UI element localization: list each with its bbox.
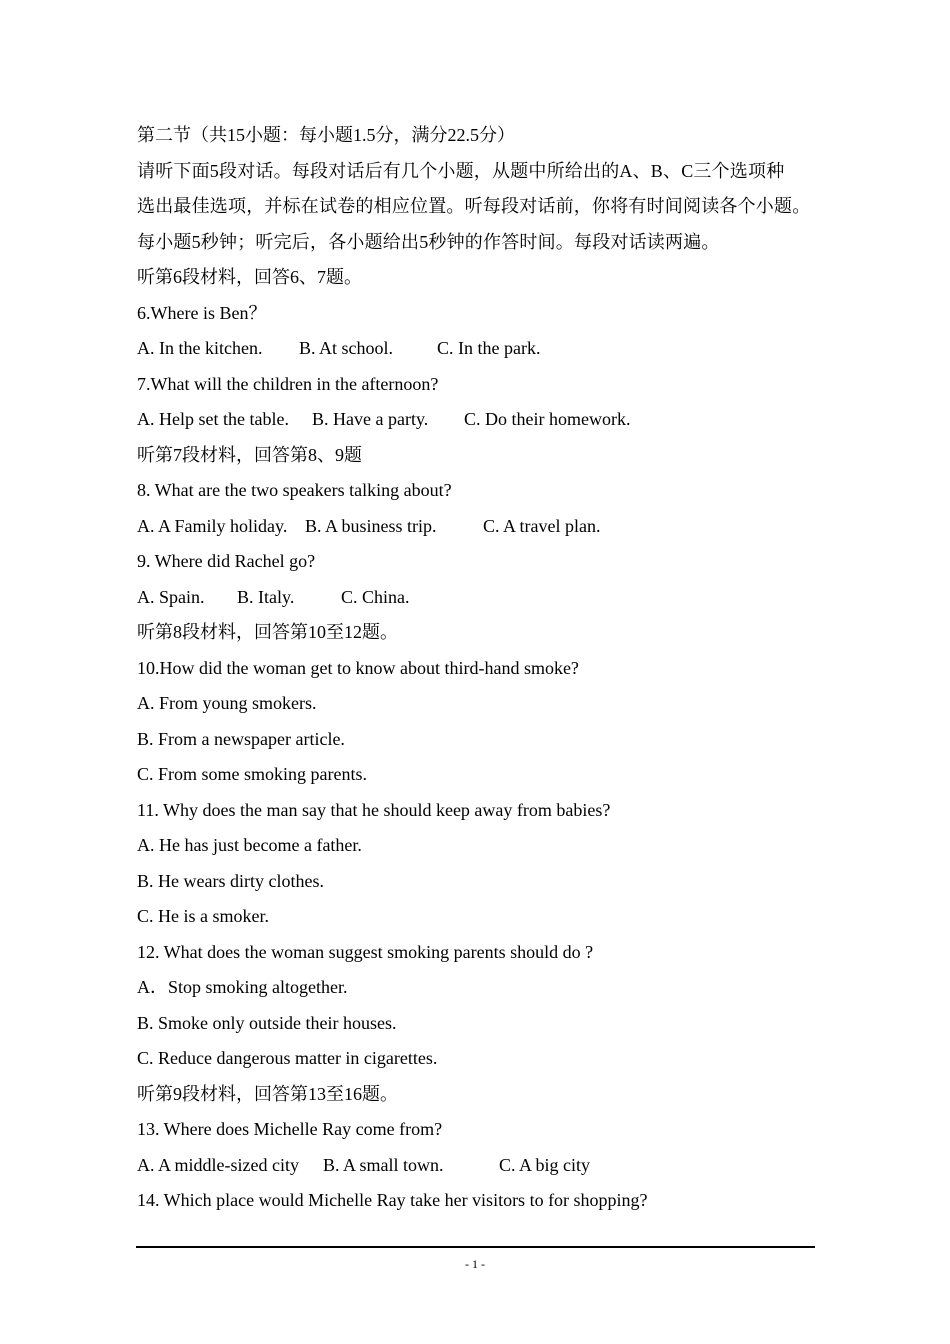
option-c: C. A travel plan. [483, 515, 601, 536]
option-c: C. A big city [499, 1154, 591, 1175]
document-body [137, 118, 817, 1219]
segment-9-intro: 听第9段材料，回答第13至16题。 [137, 1083, 398, 1104]
question-10-option-b: B. From a newspaper article. [137, 728, 345, 749]
option-a: A. Help set the table. [137, 409, 289, 429]
instructions-line-1: 请听下面5段对话。每段对话后有几个小题，从题中所给出的A、B、C三个选项种 [137, 160, 785, 181]
question-12-option-a: A．Stop smoking altogether. [137, 977, 348, 997]
question-13-options [137, 1148, 817, 1184]
question-14-stem: 14. Which place would Michelle Ray take her visitors to for shopping? [137, 1190, 648, 1210]
question-11-option-b: B. He wears dirty clothes. [137, 870, 324, 891]
question-13-stem: 13. Where does Michelle Ray come from? [137, 1119, 443, 1139]
option-b: B. Italy. [237, 586, 295, 607]
option-c: C. In the park. [437, 338, 541, 358]
option-b: B. Have a party. [312, 409, 429, 429]
question-6-stem: 6.Where is Ben？ [137, 302, 267, 323]
option-a: A. In the kitchen. [137, 338, 263, 358]
segment-8-intro: 听第8段材料，回答第10至12题。 [137, 622, 398, 642]
question-8-stem: 8. What are the two speakers talking about? [137, 480, 452, 500]
question-7-stem: 7.What will the children in the afternoon? [137, 373, 439, 394]
question-12-option-b: B. Smoke only outside their houses. [137, 1012, 397, 1033]
option-b: B. A business trip. [305, 515, 437, 536]
question-9-options [137, 580, 817, 616]
option-a: A. A middle-sized city [137, 1154, 299, 1175]
segment-7-intro: 听第7段材料，回答第8、9题 [137, 444, 362, 465]
question-7-options [137, 402, 817, 438]
question-8-options [137, 509, 817, 545]
section-heading: 第二节（共15小题：每小题1.5分，满分22.5分） [137, 125, 515, 145]
segment-6-intro: 听第6段材料，回答6、7题。 [137, 267, 362, 287]
question-11-option-a: A. He has just become a father. [137, 835, 362, 855]
option-c: C. Do their homework. [464, 409, 631, 429]
question-6-options [137, 331, 817, 367]
question-10-option-a: A. From young smokers. [137, 693, 317, 713]
option-a: A. Spain. [137, 586, 205, 607]
option-c: C. China. [341, 586, 410, 607]
question-12-stem: 12. What does the woman suggest smoking parents should do ? [137, 941, 594, 962]
instructions-line-3: 每小题5秒钟；听完后，各小题给出5秒钟的作答时间。每段对话读两遍。 [137, 231, 720, 252]
instructions-line-2: 选出最佳选项，并标在试卷的相应位置。听每段对话前，你将有时间阅读各个小题。 [137, 196, 811, 216]
question-10-stem: 10.How did the woman get to know about third-hand smoke? [137, 657, 579, 678]
question-10-option-c: C. From some smoking parents. [137, 764, 367, 784]
question-11-stem: 11. Why does the man say that he should keep away from babies? [137, 799, 611, 820]
page-number: - 1 - [465, 1257, 485, 1271]
question-9-stem: 9. Where did Rachel go? [137, 551, 316, 571]
option-b: B. At school. [299, 338, 394, 358]
question-11-option-c: C. He is a smoker. [137, 906, 269, 926]
option-a: A. A Family holiday. [137, 515, 288, 536]
question-12-option-c: C. Reduce dangerous matter in cigarettes. [137, 1048, 438, 1068]
footer-divider [136, 1246, 815, 1248]
option-b: B. A small town. [323, 1154, 444, 1175]
